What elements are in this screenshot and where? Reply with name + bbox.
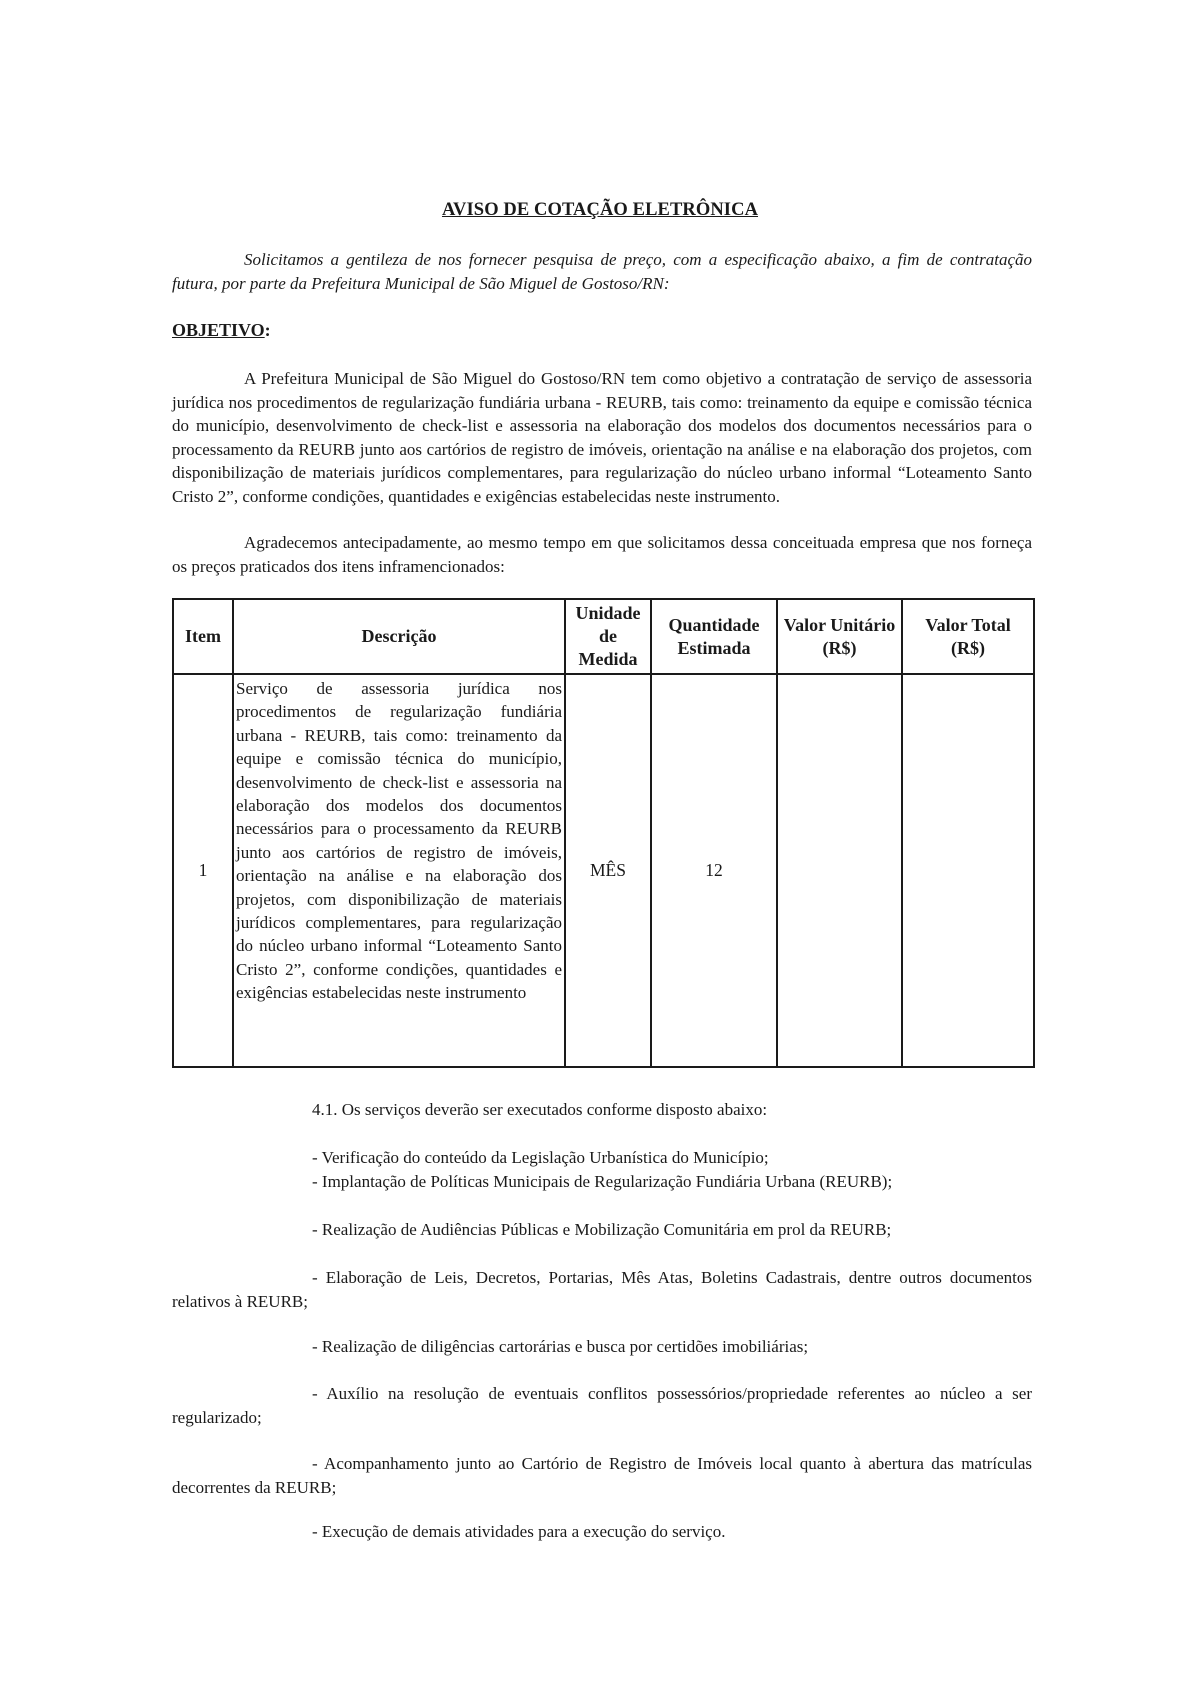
header-item: Item <box>173 599 233 674</box>
bullet-item <box>172 1452 1032 1500</box>
header-unit: Unidade de Medida <box>565 599 651 674</box>
cell-item: 1 <box>173 674 233 1067</box>
bullet-item: - Realização de diligências cartorárias e busca por certidões imobiliárias; <box>312 1337 809 1356</box>
objective-paragraph <box>172 367 1032 508</box>
document-title: AVISO DE COTAÇÃO ELETRÔNICA <box>441 200 759 220</box>
header-total-value: Valor Total (R$) <box>902 599 1034 674</box>
bullet-item: - Execução de demais atividades para a execução do serviço. <box>312 1522 726 1541</box>
cell-description: Serviço de assessoria jurídica nos procedimentos de regularização fundiária urbana - REURB, tais como: treinamento da equipe e comissão técnica do município, desenvolvimento de check-list e assessoria na elaboração dos modelos dos documentos necessários para o processamento da REURB junto aos cartórios de registro de imóveis, orientação na análise e na elaboração dos projetos, com disponibilização de materiais jurídicos complementares, para regularização do núcleo urbano informal “Loteamento Santo Cristo 2”, conforme condições, quantidades e exigências estabelecidas neste instrumento <box>233 674 565 1067</box>
table-row <box>173 674 1034 1067</box>
bullet-item <box>172 1266 1032 1314</box>
bullet-text: - Elaboração de Leis, Decretos, Portarias, Mês Atas, Boletins Cadastrais, dentre outros documentos relativos à REURB; <box>172 1268 1032 1311</box>
header-description: Descrição <box>233 599 565 674</box>
header-quantity: Quantidade Estimada <box>651 599 777 674</box>
thanks-paragraph <box>172 531 1032 578</box>
cell-total-value[interactable] <box>902 674 1034 1067</box>
objective-heading <box>172 320 271 341</box>
subsection-heading: 4.1. Os serviços deverão ser executados conforme disposto abaixo: <box>312 1100 768 1119</box>
quotation-table <box>172 598 1035 1068</box>
bullet-item <box>172 1382 1032 1430</box>
cell-unit: MÊS <box>565 674 651 1067</box>
bullet-item: - Implantação de Políticas Municipais de Regularização Fundiária Urbana (REURB); <box>312 1172 893 1191</box>
objective-heading-colon: : <box>264 320 271 340</box>
bullet-text: - Acompanhamento junto ao Cartório de Registro de Imóveis local quanto à abertura das matrículas decorrentes da REURB; <box>172 1454 1032 1497</box>
bullet-item: - Realização de Audiências Públicas e Mobilização Comunitária em prol da REURB; <box>312 1220 892 1239</box>
thanks-text: Agradecemos antecipadamente, ao mesmo tempo em que solicitamos dessa conceituada empresa que nos forneça os preços praticados dos itens inframencionados: <box>172 533 1032 576</box>
bullet-text: - Auxílio na resolução de eventuais conflitos possessórios/propriedade referentes ao núcleo a ser regularizado; <box>172 1384 1032 1427</box>
table-header-row <box>173 599 1034 674</box>
header-unit-value: Valor Unitário (R$) <box>777 599 902 674</box>
intro-paragraph <box>172 248 1032 295</box>
objective-text: A Prefeitura Municipal de São Miguel do Gostoso/RN tem como objetivo a contratação de serviço de assessoria jurídica nos procedimentos de regularização fundiária urbana - REURB, tais como: treinamento da equipe e comissão técnica do município, desenvolvimento de check-list e assessoria na elaboração dos modelos dos documentos necessários para o processamento da REURB junto aos cartórios de registro de imóveis, orientação na análise e na elaboração dos projetos, com disponibilização de materiais jurídicos complementares, para regularização do núcleo urbano informal “Loteamento Santo Cristo 2”, conforme condições, quantidades e exigências estabelecidas neste instrumento. <box>172 369 1032 506</box>
cell-quantity: 12 <box>651 674 777 1067</box>
cell-unit-value[interactable] <box>777 674 902 1067</box>
bullet-item: - Verificação do conteúdo da Legislação Urbanística do Município; <box>312 1148 769 1167</box>
objective-heading-text: OBJETIVO <box>172 320 265 340</box>
intro-text: Solicitamos a gentileza de nos fornecer pesquisa de preço, com a especificação abaixo, a fim de contratação futura, por parte da Prefeitura Municipal de São Miguel de Gostoso/RN: <box>172 250 1032 293</box>
